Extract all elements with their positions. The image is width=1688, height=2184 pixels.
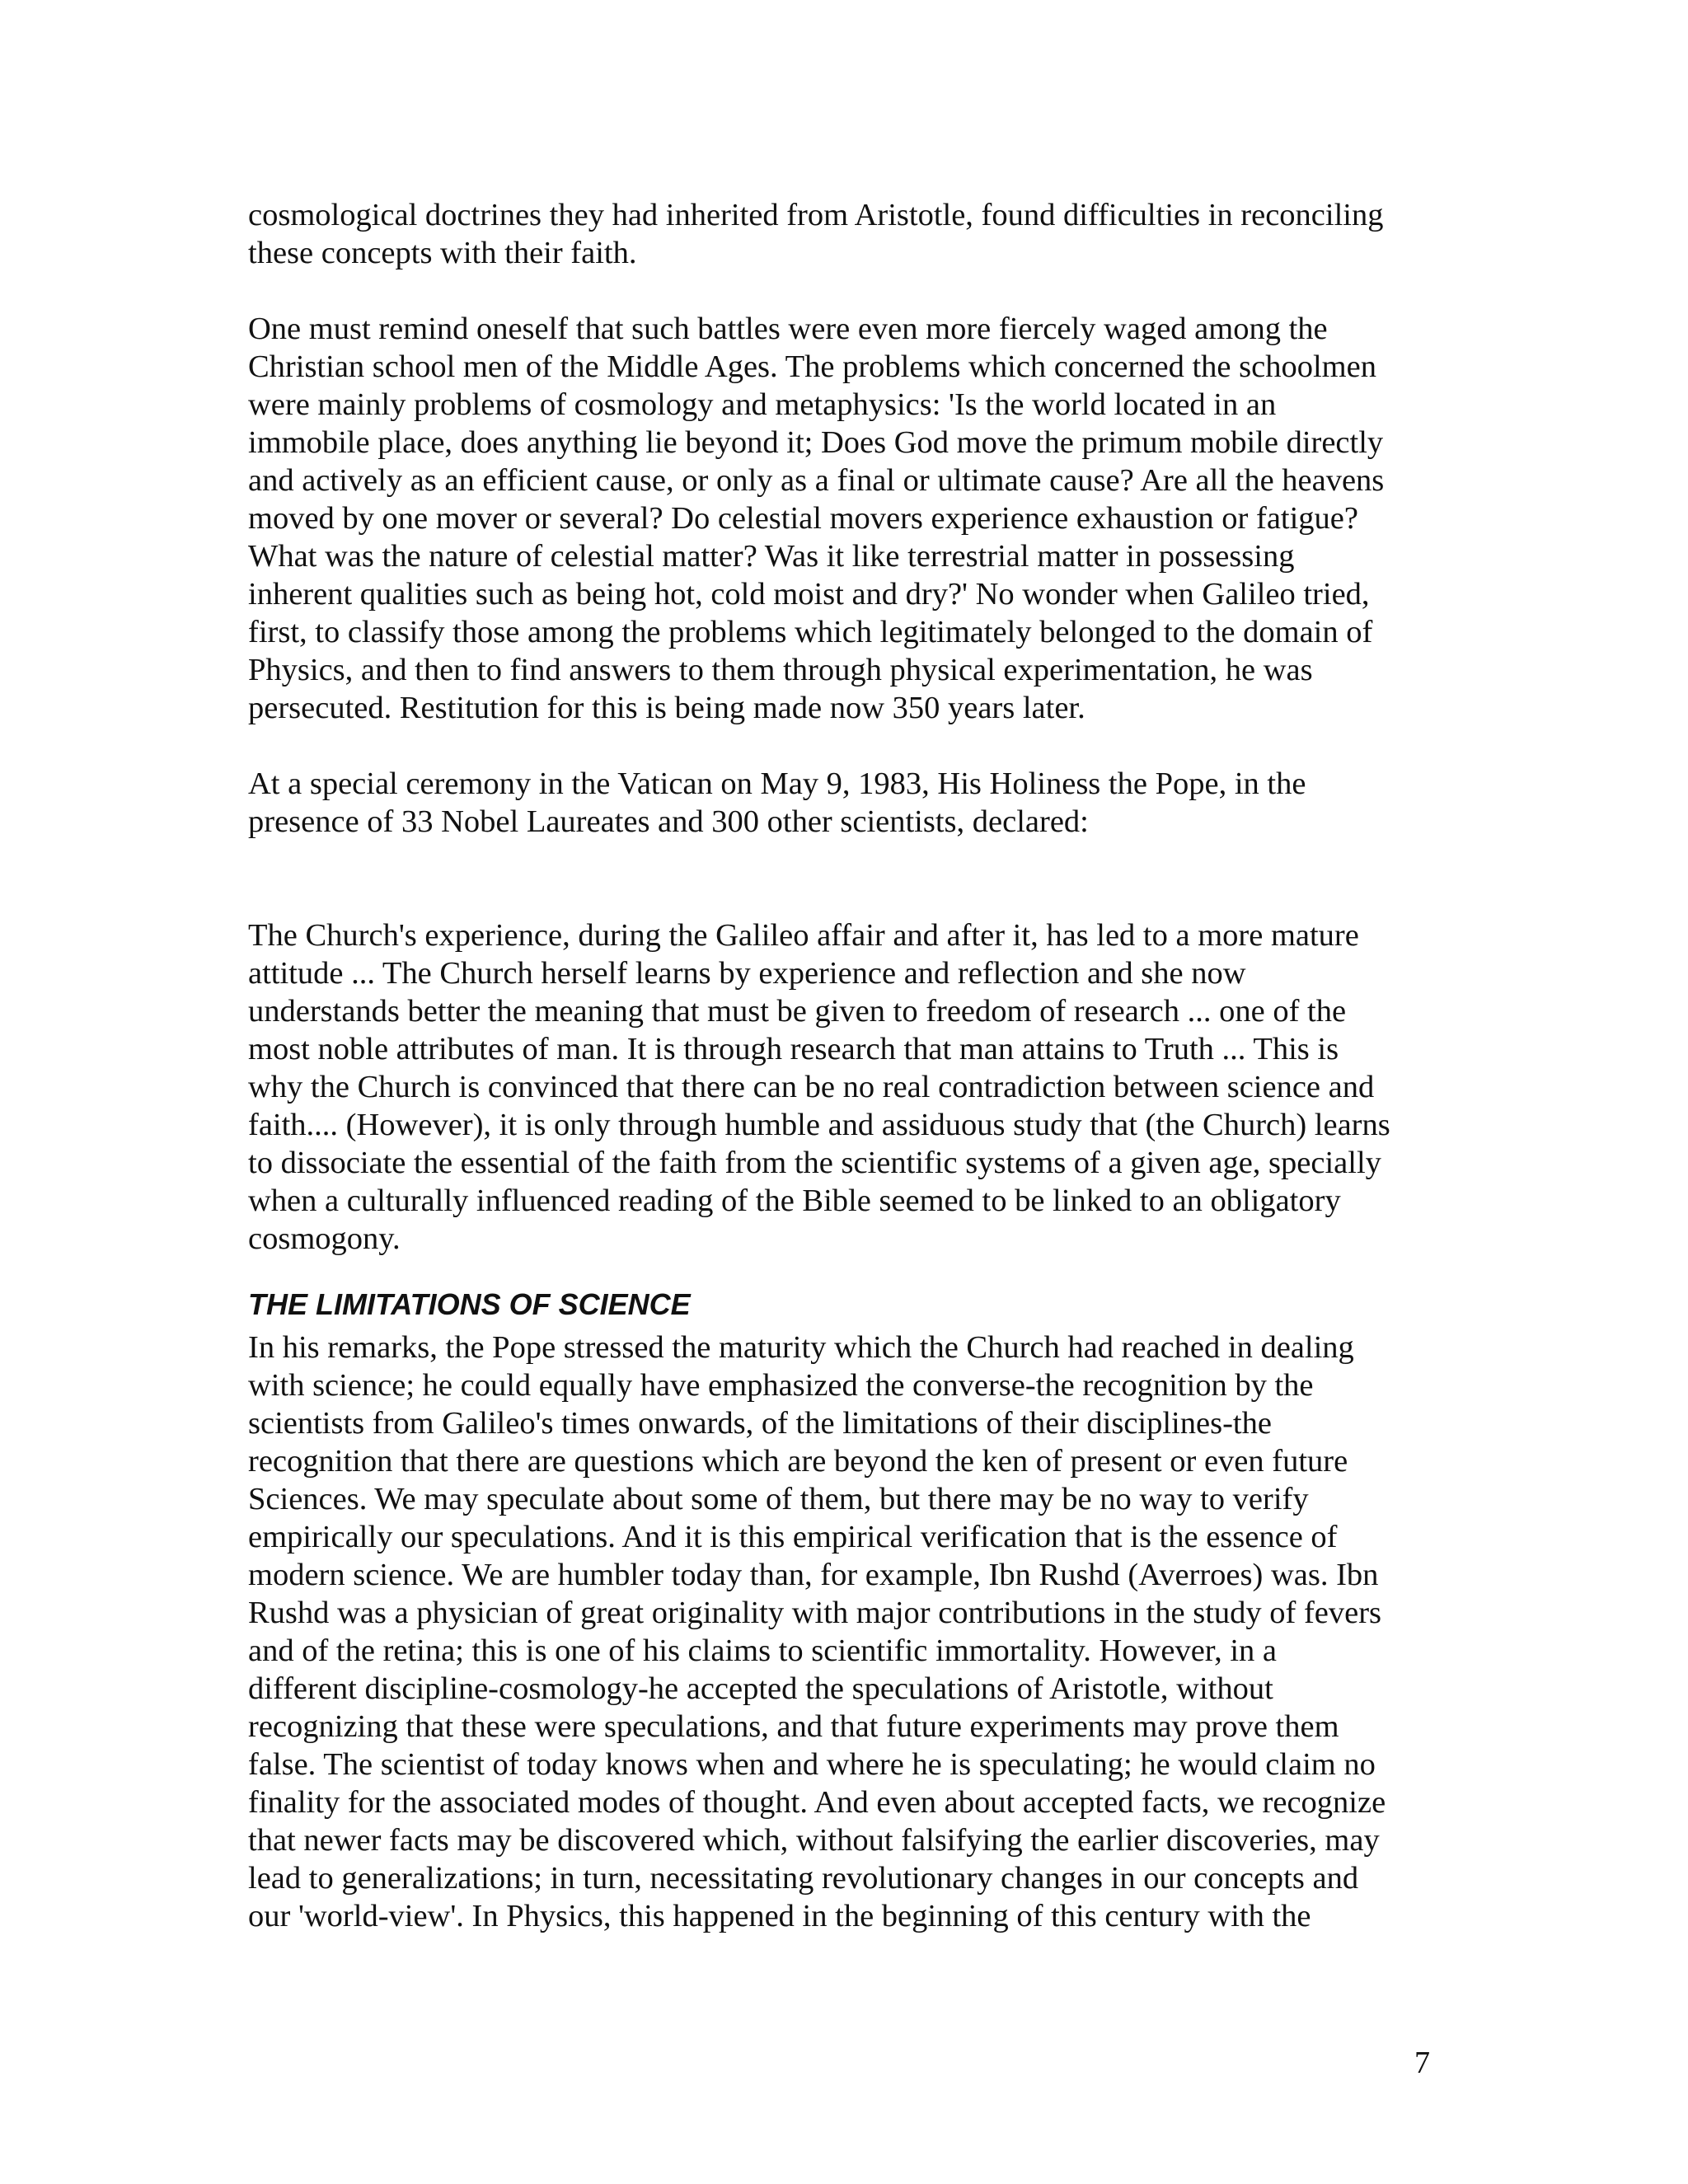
text-line: lead to generalizations; in turn, necessitating revolutionary changes in our concepts and [248, 1861, 1359, 1896]
text-line: these concepts with their faith. [248, 236, 637, 270]
text-line: empirically our speculations. And it is this empirical verification that is the essence of [248, 1520, 1338, 1554]
page-number: 7 [1414, 2046, 1430, 2080]
text-line: false. The scientist of today knows when and where he is speculating; he would claim no [248, 1747, 1376, 1782]
text-line: recognizing that these were speculations, and that future experiments may prove them [248, 1709, 1339, 1744]
text-line: Physics, and then to find answers to them through physical experimentation, he was [248, 653, 1313, 687]
text-line: One must remind oneself that such battles were even more fiercely waged among the [248, 312, 1328, 346]
text-line: and of the retina; this is one of his claims to scientific immortality. However, in a [248, 1633, 1277, 1668]
text-line: were mainly problems of cosmology and metaphysics: 'Is the world located in an [248, 387, 1277, 422]
text-line: The Church's experience, during the Galileo affair and after it, has led to a more mature [248, 918, 1359, 953]
text-line: different discipline-cosmology-he accepted the speculations of Aristotle, without [248, 1671, 1273, 1706]
section-heading: THE LIMITATIONS OF SCIENCE [248, 1287, 691, 1321]
paragraph-pope-quotation [248, 916, 1451, 1258]
text-line: attitude ... The Church herself learns by experience and reflection and she now [248, 956, 1246, 991]
text-line: cosmogony. [248, 1221, 401, 1256]
text-line: persecuted. Restitution for this is being made now 350 years later. [248, 691, 1085, 725]
text-line: our 'world-view'. In Physics, this happened in the beginning of this century with the [248, 1899, 1311, 1933]
text-line: most noble attributes of man. It is through research that man attains to Truth ... This is [248, 1032, 1339, 1066]
text-line: In his remarks, the Pope stressed the maturity which the Church had reached in dealing [248, 1330, 1354, 1365]
text-line: finality for the associated modes of thought. And even about accepted facts, we recognize [248, 1785, 1386, 1820]
text-line: first, to classify those among the problems which legitimately belonged to the domain of [248, 615, 1373, 649]
text-line: with science; he could equally have emphasized the converse-the recognition by the [248, 1368, 1314, 1403]
text-line: faith.... (However), it is only through humble and assiduous study that (the Church) learns [248, 1108, 1390, 1142]
paragraph-schoolmen [248, 310, 1451, 727]
text-line: and actively as an efficient cause, or only as a final or ultimate cause? Are all the heavens [248, 463, 1385, 498]
text-line: recognition that there are questions which are beyond the ken of present or even future [248, 1444, 1348, 1479]
text-line: that newer facts may be discovered which, without falsifying the earlier discoveries, may [248, 1823, 1380, 1858]
text-line: scientists from Galileo's times onwards, of the limitations of their disciplines-the [248, 1406, 1272, 1441]
text-line: inherent qualities such as being hot, cold moist and dry?' No wonder when Galileo tried, [248, 577, 1370, 612]
text-line: moved by one mover or several? Do celestial movers experience exhaustion or fatigue? [248, 501, 1358, 536]
text-line: What was the nature of celestial matter? Was it like terrestrial matter in possessing [248, 539, 1295, 574]
text-line: At a special ceremony in the Vatican on May 9, 1983, His Holiness the Pope, in the [248, 766, 1306, 801]
body-text [248, 196, 1451, 1935]
text-line: to dissociate the essential of the faith from the scientific systems of a given age, specially [248, 1146, 1381, 1180]
paragraph-vatican-ceremony [248, 765, 1451, 841]
paragraph-cosmological-doctrines [248, 196, 1451, 272]
paragraph-limitations [248, 1329, 1451, 1935]
text-line: when a culturally influenced reading of the Bible seemed to be linked to an obligatory [248, 1183, 1341, 1218]
text-line: Sciences. We may speculate about some of them, but there may be no way to verify [248, 1482, 1309, 1516]
text-line: modern science. We are humbler today than, for example, Ibn Rushd (Averroes) was. Ibn [248, 1558, 1379, 1592]
text-line: presence of 33 Nobel Laureates and 300 other scientists, declared: [248, 804, 1089, 839]
text-line: Rushd was a physician of great originality with major contributions in the study of fevers [248, 1596, 1382, 1630]
text-line: cosmological doctrines they had inherited from Aristotle, found difficulties in reconciling [248, 198, 1384, 232]
text-line: Christian school men of the Middle Ages. The problems which concerned the schoolmen [248, 349, 1376, 384]
text-line: immobile place, does anything lie beyond it; Does God move the primum mobile directly [248, 425, 1384, 460]
text-line: understands better the meaning that must be given to freedom of research ... one of the [248, 994, 1347, 1029]
text-line: why the Church is convinced that there can be no real contradiction between science and [248, 1070, 1375, 1104]
